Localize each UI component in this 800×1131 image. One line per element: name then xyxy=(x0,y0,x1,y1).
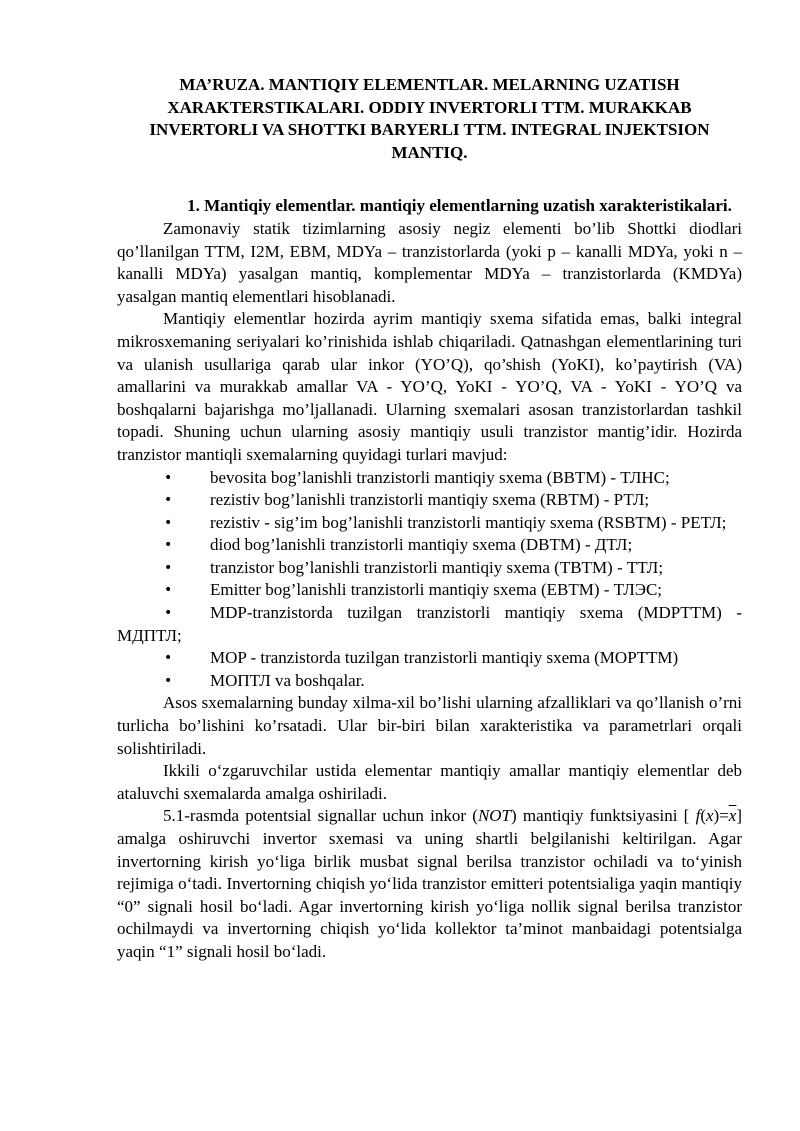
list-item xyxy=(117,602,742,647)
formula-paren-open: ( xyxy=(700,806,706,826)
page-title: MA’RUZA. MANTIQIY ELEMENTLAR. MELARNING UZATISH XARAKTERSTIKALARI. ODDIY INVERTORLI TTM. MURAKKAB INVERTORLI VA SHOTTKI BARYERLI TTM. INTEGRAL INJEKTSION MANTIQ. xyxy=(149,75,710,162)
list-item-text: rezistiv bog’lanishli tranzistorli mantiqiy sxema (RBTM) - РТЛ; xyxy=(210,490,650,510)
bullet-icon: • xyxy=(164,492,173,509)
list-item-text: MOP - tranzistorda tuzilgan tranzistorli mantiqiy sxema (MOPTTM) xyxy=(210,648,679,668)
paragraph-4: Ikkili o‘zgaruvchilar ustida elementar mantiqiy amallar mantiqiy elementlar deb ataluvchi sxemalarda amalga oshiriladi. xyxy=(117,761,742,803)
paragraph-3: Asos sxemalarning bunday xilma-xil bo’lishi ularning afzalliklari va qo’llanish o’rni turlicha bo’lishini ko’rsatadi. Ular bir-biri bilan xarakteristika va parametrlari orqali solishtiriladi. xyxy=(117,693,742,758)
bullet-icon: • xyxy=(164,672,173,689)
list-item-text: rezistiv - sig’im bog’lanishli tranzistorli mantiqiy sxema (RSBTM) - РЕТЛ; xyxy=(210,512,727,532)
list-item xyxy=(117,512,742,535)
list-item xyxy=(117,489,742,512)
list-item xyxy=(117,534,742,557)
bullet-icon: • xyxy=(164,514,173,531)
section-heading: 1. Mantiqiy elementlar. mantiqiy elementlarning uzatish xarakteristikalari. xyxy=(187,196,732,216)
document-page xyxy=(117,74,742,964)
list-item-text: tranzistor bog’lanishli tranzistorli mantiqiy sxema (TBTM) - ТТЛ; xyxy=(210,557,664,577)
paragraph-1: Zamonaviy statik tizimlarning asosiy negiz elementi bo’lib Shottki diodlari qo’llanilgan TTM, I2M, EBM, MDYa – tranzistorlarda (yoki p – kanalli MDYa, yoki n – kanalli MDYa) yasalgan mantiq, komplementar MDYa – tranzistorlarda (KMDYa) yasalgan mantiq elementlari hisoblanadi. xyxy=(117,218,742,306)
bullet-icon: • xyxy=(164,469,173,486)
formula-f: f xyxy=(695,806,701,826)
function-formula xyxy=(696,806,737,825)
list-item-text: diod bog’lanishli tranzistorli mantiqiy sxema (DBTM) - ДТЛ; xyxy=(210,535,633,555)
bullet-icon: • xyxy=(164,537,173,554)
list-item-text: МОПТЛ va boshqalar. xyxy=(210,670,365,690)
bullet-icon: • xyxy=(164,650,173,667)
formula-x: x xyxy=(705,806,714,826)
paragraph-2: Mantiqiy elementlar hozirda ayrim mantiqiy sxema sifatida emas, balki integral mikrosxemaning seriyalari ko’rinishida ishlab chiqariladi. Qatnashgan elementlarining turi va ulanish usullariga qarab ular inkor (YO’Q), qo’shish (YoKI), ko’paytirish (VA) amallarini va murakkab amallar VA - YO’Q, YoKI - YO’Q, VA - YoKI - YO’Q va boshqalarni bajarishga mo’ljallanadi. Ularning sxemalari asosan tranzistorlardan tashkil topadi. Shuning uchun ularning asosiy mantiqiy usuli tranzistor mantig’idir. Hozirda tranzistor mantiqli sxemalarning quyidagi turlari mavjud: xyxy=(117,309,742,464)
paragraph-5-mid: ) mantiqiy funktsiyasini [ xyxy=(511,806,690,826)
paragraph-5-start: 5.1-rasmda potentsial signallar uchun inkor ( xyxy=(163,806,478,826)
list-item xyxy=(117,670,742,693)
bullet-icon: • xyxy=(164,582,173,599)
paragraph-5-end: ] amalga oshiruvchi invertor sxemasi va uning shartli belgilanishi keltirilgan. Agar invertorning kirish yo‘liga birlik musbat signal berilsa tranzistor ochiladi va to‘yinish rejimiga o‘tadi. Invertorning chiqish yo‘lida tranzistor emitteri potentsialiga yaqin mantiqiy “0” signali hosil bo‘ladi. Agar invertorning kirish yo‘liga nollik signal berilsa tranzistor ochilmaydi va invertorning chiqish yo‘lida kollektor ta’minot manbaidagi potentsialga yaqin “1” signali hosil bo‘ladi. xyxy=(117,806,743,961)
not-formula: NOT xyxy=(477,806,512,826)
bullet-icon: • xyxy=(164,559,173,576)
list-item-text: MDP-tranzistorda tuzilgan tranzistorli mantiqiy sxema (MDPTTM) - МДПТЛ; xyxy=(117,603,742,645)
list-item-text: bevosita bog’lanishli tranzistorli mantiqiy sxema (BBTM) - ТЛНС; xyxy=(210,467,670,487)
list-item xyxy=(117,467,742,490)
list-item xyxy=(117,557,742,580)
bullet-icon: • xyxy=(164,605,173,622)
formula-paren-close: ) xyxy=(713,806,720,826)
list-item-text: Emitter bog’lanishli tranzistorli mantiqiy sxema (EBTM) - ТЛЭС; xyxy=(210,580,663,600)
bullet-list xyxy=(117,467,742,693)
list-item xyxy=(117,647,742,670)
formula-x-bar: $\overline{x}$ xyxy=(728,806,737,826)
paragraph-5 xyxy=(117,805,742,963)
formula-equals: = xyxy=(719,806,729,826)
list-item xyxy=(117,579,742,602)
